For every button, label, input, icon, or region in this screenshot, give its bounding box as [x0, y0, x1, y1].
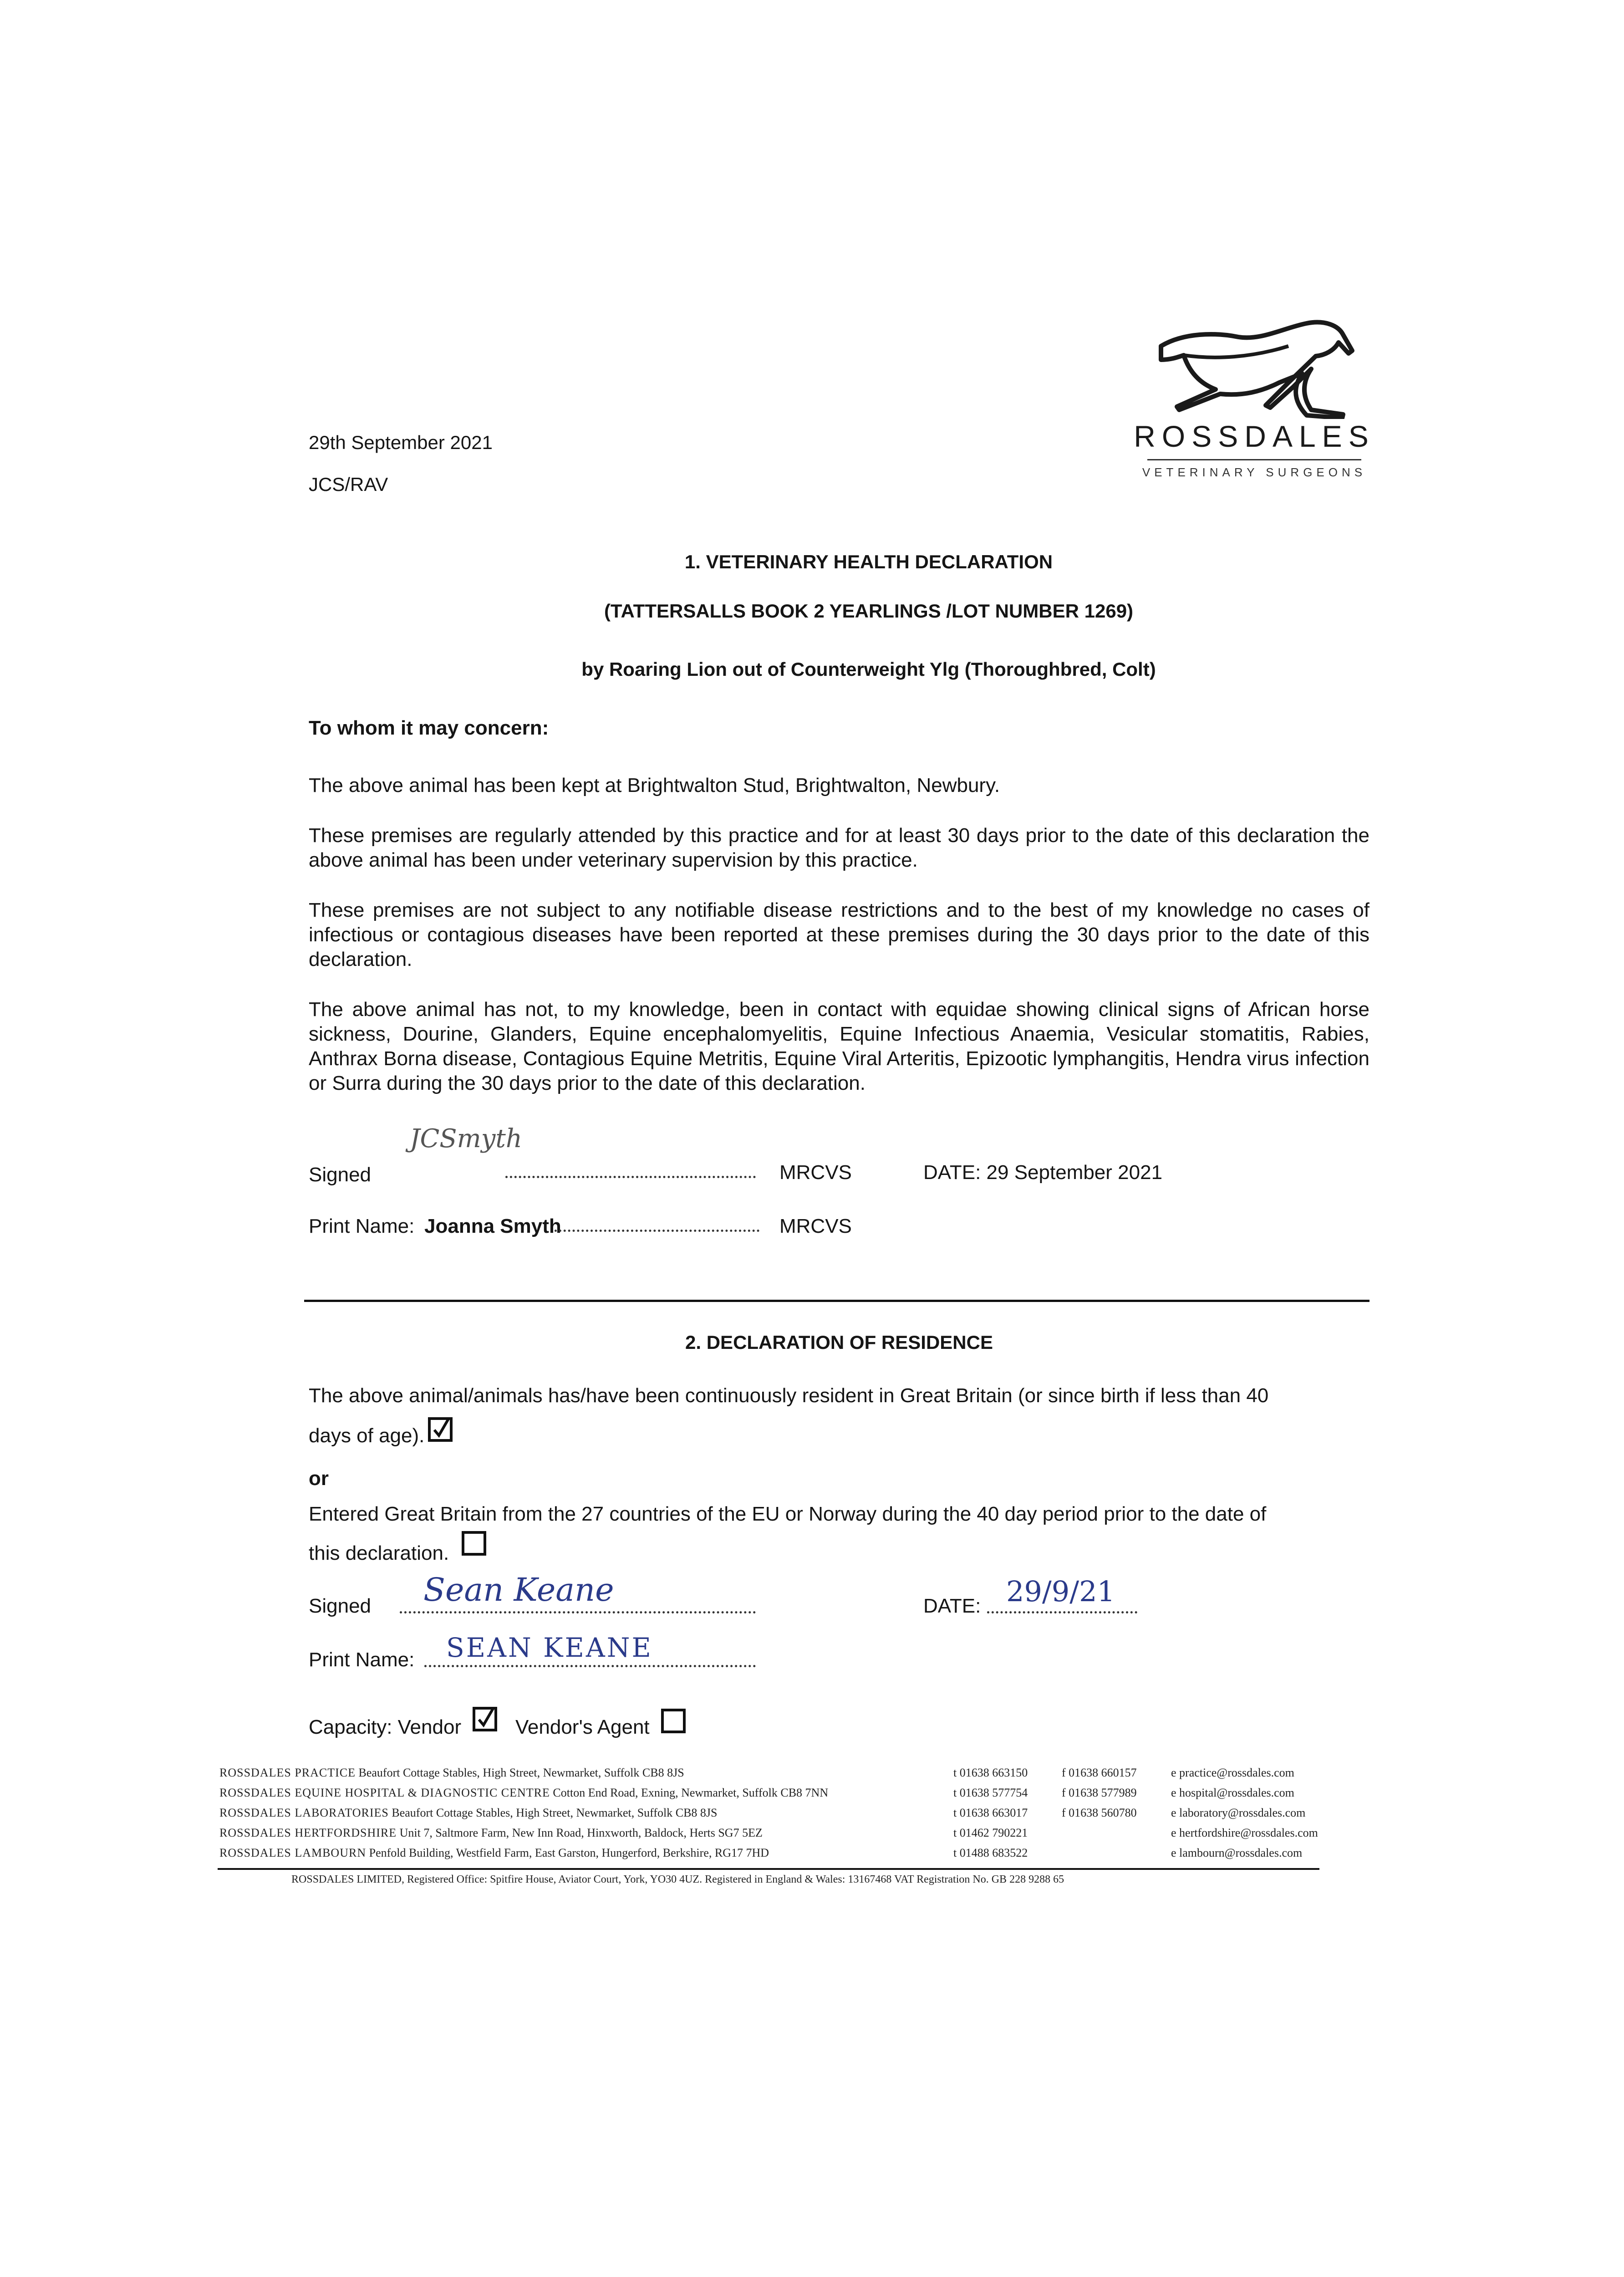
horse-logo-icon	[1152, 314, 1361, 419]
horse-description: by Roaring Lion out of Counterweight Ylg (Thoroughbred, Colt)	[581, 659, 1156, 680]
footer-tel: t 01638 663017	[953, 1806, 1028, 1819]
or-label: or	[309, 1467, 329, 1490]
footer-address: Cotton End Road, Exning, Newmarket, Suffolk CB8 7NN	[553, 1786, 829, 1799]
section1-heading: 1. VETERINARY HEALTH DECLARATION	[684, 551, 1053, 572]
mrcvs-label-1: MRCVS	[779, 1161, 852, 1184]
footer-email: e practice@rossdales.com	[1171, 1766, 1294, 1779]
signed-label-1: Signed	[309, 1164, 372, 1186]
option1-line2: days of age).	[309, 1424, 425, 1447]
paragraph-3: These premises are not subject to any notifiable disease restrictions and to the best of my knowledge no cases of infectious or contagious diseases have been reported at these premises during the 30 days prior to the date of this declaration.	[309, 899, 1369, 970]
vendor-checkbox[interactable]	[473, 1707, 497, 1731]
letter-date: 29th September 2021	[309, 432, 493, 453]
date-line-2	[987, 1611, 1137, 1613]
capacity-vendor-label: Capacity: Vendor	[309, 1716, 462, 1738]
signature-1: JCSmyth	[410, 1124, 522, 1154]
footer-fax: f 01638 560780	[1062, 1806, 1137, 1819]
paragraph-1: The above animal has been kept at Brightwalton Stud, Brightwalton, Newbury.	[309, 774, 1000, 796]
option2-line1: Entered Great Britain from the 27 countries of the EU or Norway during the 40 day period prior to the date of	[309, 1503, 1267, 1525]
footer-email: e laboratory@rossdales.com	[1171, 1806, 1306, 1819]
date-label-2: DATE:	[923, 1595, 981, 1617]
checkmark-icon	[431, 1420, 451, 1440]
section2-heading: 2. DECLARATION OF RESIDENCE	[685, 1332, 993, 1353]
footer-registered: ROSSDALES LIMITED, Registered Office: Spitfire House, Aviator Court, York, YO30 4UZ. Registered in England & Wales: 13167468 VAT Registration No. GB 228 9288 65	[291, 1874, 1064, 1885]
vendors-agent-checkbox[interactable]	[661, 1709, 686, 1733]
footer-fax: f 01638 577989	[1062, 1786, 1137, 1799]
signature-2: Sean Keane	[423, 1571, 614, 1608]
footer-row	[219, 1766, 684, 1780]
option2-checkbox[interactable]	[462, 1531, 486, 1556]
footer-location-name: ROSSDALES PRACTICE	[219, 1766, 356, 1779]
footer-tel: t 01638 577754	[953, 1786, 1028, 1799]
vendors-agent-label: Vendor's Agent	[515, 1716, 650, 1738]
rossdales-logo	[1134, 314, 1375, 478]
paragraph-4: The above animal has not, to my knowledge, been in contact with equidae showing clinical signs of African horse sickness, Dourine, Glanders, Equine encephalomyelitis, Equine Infectious Anaemia, Vesicular stomatitis, Rabies, Anthrax Borna disease, Contagious Equine Metritis, Equine Viral Arteritis, Epizootic lymphangitis, Hendra virus infection or Surra during the 30 days prior to the date of this declaration.	[309, 998, 1369, 1094]
logo-name: ROSSDALES	[1134, 419, 1375, 453]
footer-divider	[218, 1868, 1319, 1870]
section-divider	[304, 1300, 1369, 1302]
footer-row	[219, 1826, 763, 1840]
footer-address: Unit 7, Saltmore Farm, New Inn Road, Hinxworth, Baldock, Herts SG7 5EZ	[399, 1826, 763, 1839]
print-name-line-2	[424, 1665, 756, 1667]
footer-address: Beaufort Cottage Stables, High Street, Newmarket, Suffolk CB8 8JS	[392, 1806, 718, 1819]
logo-divider	[1147, 459, 1361, 460]
checkmark-icon	[475, 1710, 495, 1730]
footer-location-name: ROSSDALES LABORATORIES	[219, 1806, 389, 1819]
footer-location-name: ROSSDALES LAMBOURN	[219, 1846, 367, 1859]
print-name-label-1: Print Name:	[309, 1215, 415, 1237]
salutation: To whom it may concern:	[309, 717, 549, 739]
date-value-2: 29/9/21	[1006, 1575, 1115, 1608]
signature-line-1	[505, 1176, 756, 1178]
letter-reference: JCS/RAV	[309, 474, 388, 495]
footer-email: e hospital@rossdales.com	[1171, 1786, 1294, 1799]
footer-row	[219, 1806, 718, 1820]
footer-fax: f 01638 660157	[1062, 1766, 1137, 1779]
section1-subheading: (TATTERSALLS BOOK 2 YEARLINGS /LOT NUMBER 1269)	[604, 600, 1134, 622]
paragraph-2: These premises are regularly attended by this practice and for at least 30 days prior to the date of this declaration the above animal has been under veterinary supervision by this practice.	[309, 824, 1369, 871]
print-name-label-2: Print Name:	[309, 1649, 415, 1671]
date-1: DATE: 29 September 2021	[923, 1161, 1163, 1184]
option1-line1: The above animal/animals has/have been continuously resident in Great Britain (or since birth if less than 40	[309, 1384, 1269, 1407]
mrcvs-label-2: MRCVS	[779, 1215, 852, 1237]
footer-tel: t 01488 683522	[953, 1846, 1028, 1859]
print-name-2: SEAN KEANE	[446, 1632, 653, 1663]
option2-line2: this declaration.	[309, 1542, 449, 1564]
footer-tel: t 01638 663150	[953, 1766, 1028, 1779]
footer-location-name: ROSSDALES EQUINE HOSPITAL & DIAGNOSTIC CENTRE	[219, 1786, 550, 1799]
footer-row	[219, 1786, 828, 1800]
signature-line-2	[400, 1611, 756, 1613]
print-name-1: Joanna Smyth	[424, 1215, 561, 1237]
footer-address: Beaufort Cottage Stables, High Street, Newmarket, Suffolk CB8 8JS	[358, 1766, 684, 1779]
footer-email: e lambourn@rossdales.com	[1171, 1846, 1303, 1859]
footer-email: e hertfordshire@rossdales.com	[1171, 1826, 1318, 1839]
option1-checkbox[interactable]	[428, 1417, 453, 1442]
signed-label-2: Signed	[309, 1595, 372, 1617]
logo-tagline: VETERINARY SURGEONS	[1142, 465, 1367, 479]
footer-address: Penfold Building, Westfield Farm, East Garston, Hungerford, Berkshire, RG17 7HD	[369, 1846, 769, 1859]
footer-row	[219, 1846, 769, 1860]
print-name-line-1	[555, 1230, 759, 1232]
footer-tel: t 01462 790221	[953, 1826, 1028, 1839]
footer-location-name: ROSSDALES HERTFORDSHIRE	[219, 1826, 397, 1839]
